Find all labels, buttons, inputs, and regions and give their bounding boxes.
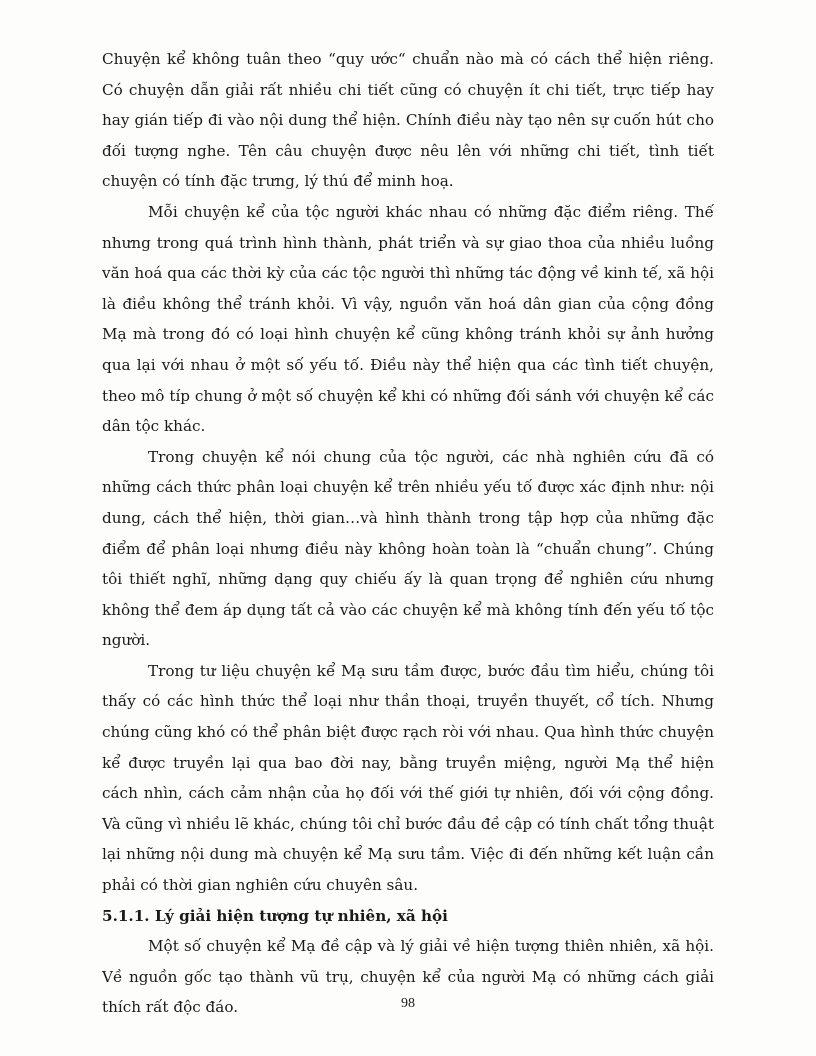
paragraph-1: Chuyện kể không tuân theo “quy ước“ chuẩn nào mà có cách thể hiện riêng. Có chuyện dẫn giải rất nhiều chi tiết cũng có chuyện ít chi tiết, trực tiếp hay hay gián tiếp đi vào nội dung thể hiện. Chính điều này tạo nên sự cuốn hút cho đối tượng nghe. Tên câu chuyện được nêu lên với những chi tiết, tình tiết chuyện có tính đặc trưng, lý thú để minh hoạ. (102, 50, 714, 191)
paragraph-4: Trong tư liệu chuyện kể Mạ sưu tầm được, bước đầu tìm hiểu, chúng tôi thấy có các hình thức thể loại như thần thoại, truyền thuyết, cổ tích. Nhưng chúng cũng khó có thể phân biệt được rạch ròi với nhau. Qua hình thức chuyện kể được truyền lại qua bao đời nay, bằng truyền miệng, người Mạ thể hiện cách nhìn, cách cảm nhận của họ đối với thế giới tự nhiên, đối với cộng đồng. Và cũng vì nhiều lẽ khác, chúng tôi chỉ bước đầu đề cập có tính chất tổng thuật lại những nội dung mà chuyện kể Mạ sưu tầm. Việc đi đến những kết luận cần phải có thời gian nghiên cứu chuyên sâu. (102, 661, 714, 895)
paragraph-5: Một số chuyện kể Mạ đề cập và lý giải về hiện tượng thiên nhiên, xã hội. Về nguồn gốc tạo thành vũ trụ, chuyện kể của người Mạ có những cách giải thích rất độc đáo. (102, 937, 714, 1017)
page-number: 98 (401, 996, 415, 1011)
body-text (102, 44, 714, 1023)
section-heading: 5.1.1. Lý giải hiện tượng tự nhiên, xã hội (102, 906, 448, 925)
paragraph-3: Trong chuyện kể nói chung của tộc người, các nhà nghiên cứu đã có những cách thức phân loại chuyện kể trên nhiều yếu tố được xác định như: nội dung, cách thể hiện, thời gian…và hình thành trong tập hợp của những đặc điểm để phân loại nhưng điều này không hoàn toàn là “chuẩn chung”. Chúng tôi thiết nghĩ, những dạng quy chiếu ấy là quan trọng để nghiên cứu nhưng không thể đem áp dụng tất cả vào các chuyện kể mà không tính đến yếu tố tộc người. (102, 447, 714, 650)
paragraph-2: Mỗi chuyện kể của tộc người khác nhau có những đặc điểm riêng. Thế nhưng trong quá trình hình thành, phát triển và sự giao thoa của nhiều luồng văn hoá qua các thời kỳ của các tộc người thì những tác động về kinh tế, xã hội là điều không thể tránh khỏi. Vì vậy, nguồn văn hoá dân gian của cộng đồng Mạ mà trong đó có loại hình chuyện kể cũng không tránh khỏi sự ảnh hưởng qua lại với nhau ở một số yếu tố. Điều này thể hiện qua các tình tiết chuyện, theo mô típ chung ở một số chuyện kể khi có những đối sánh với chuyện kể các dân tộc khác. (102, 202, 714, 436)
